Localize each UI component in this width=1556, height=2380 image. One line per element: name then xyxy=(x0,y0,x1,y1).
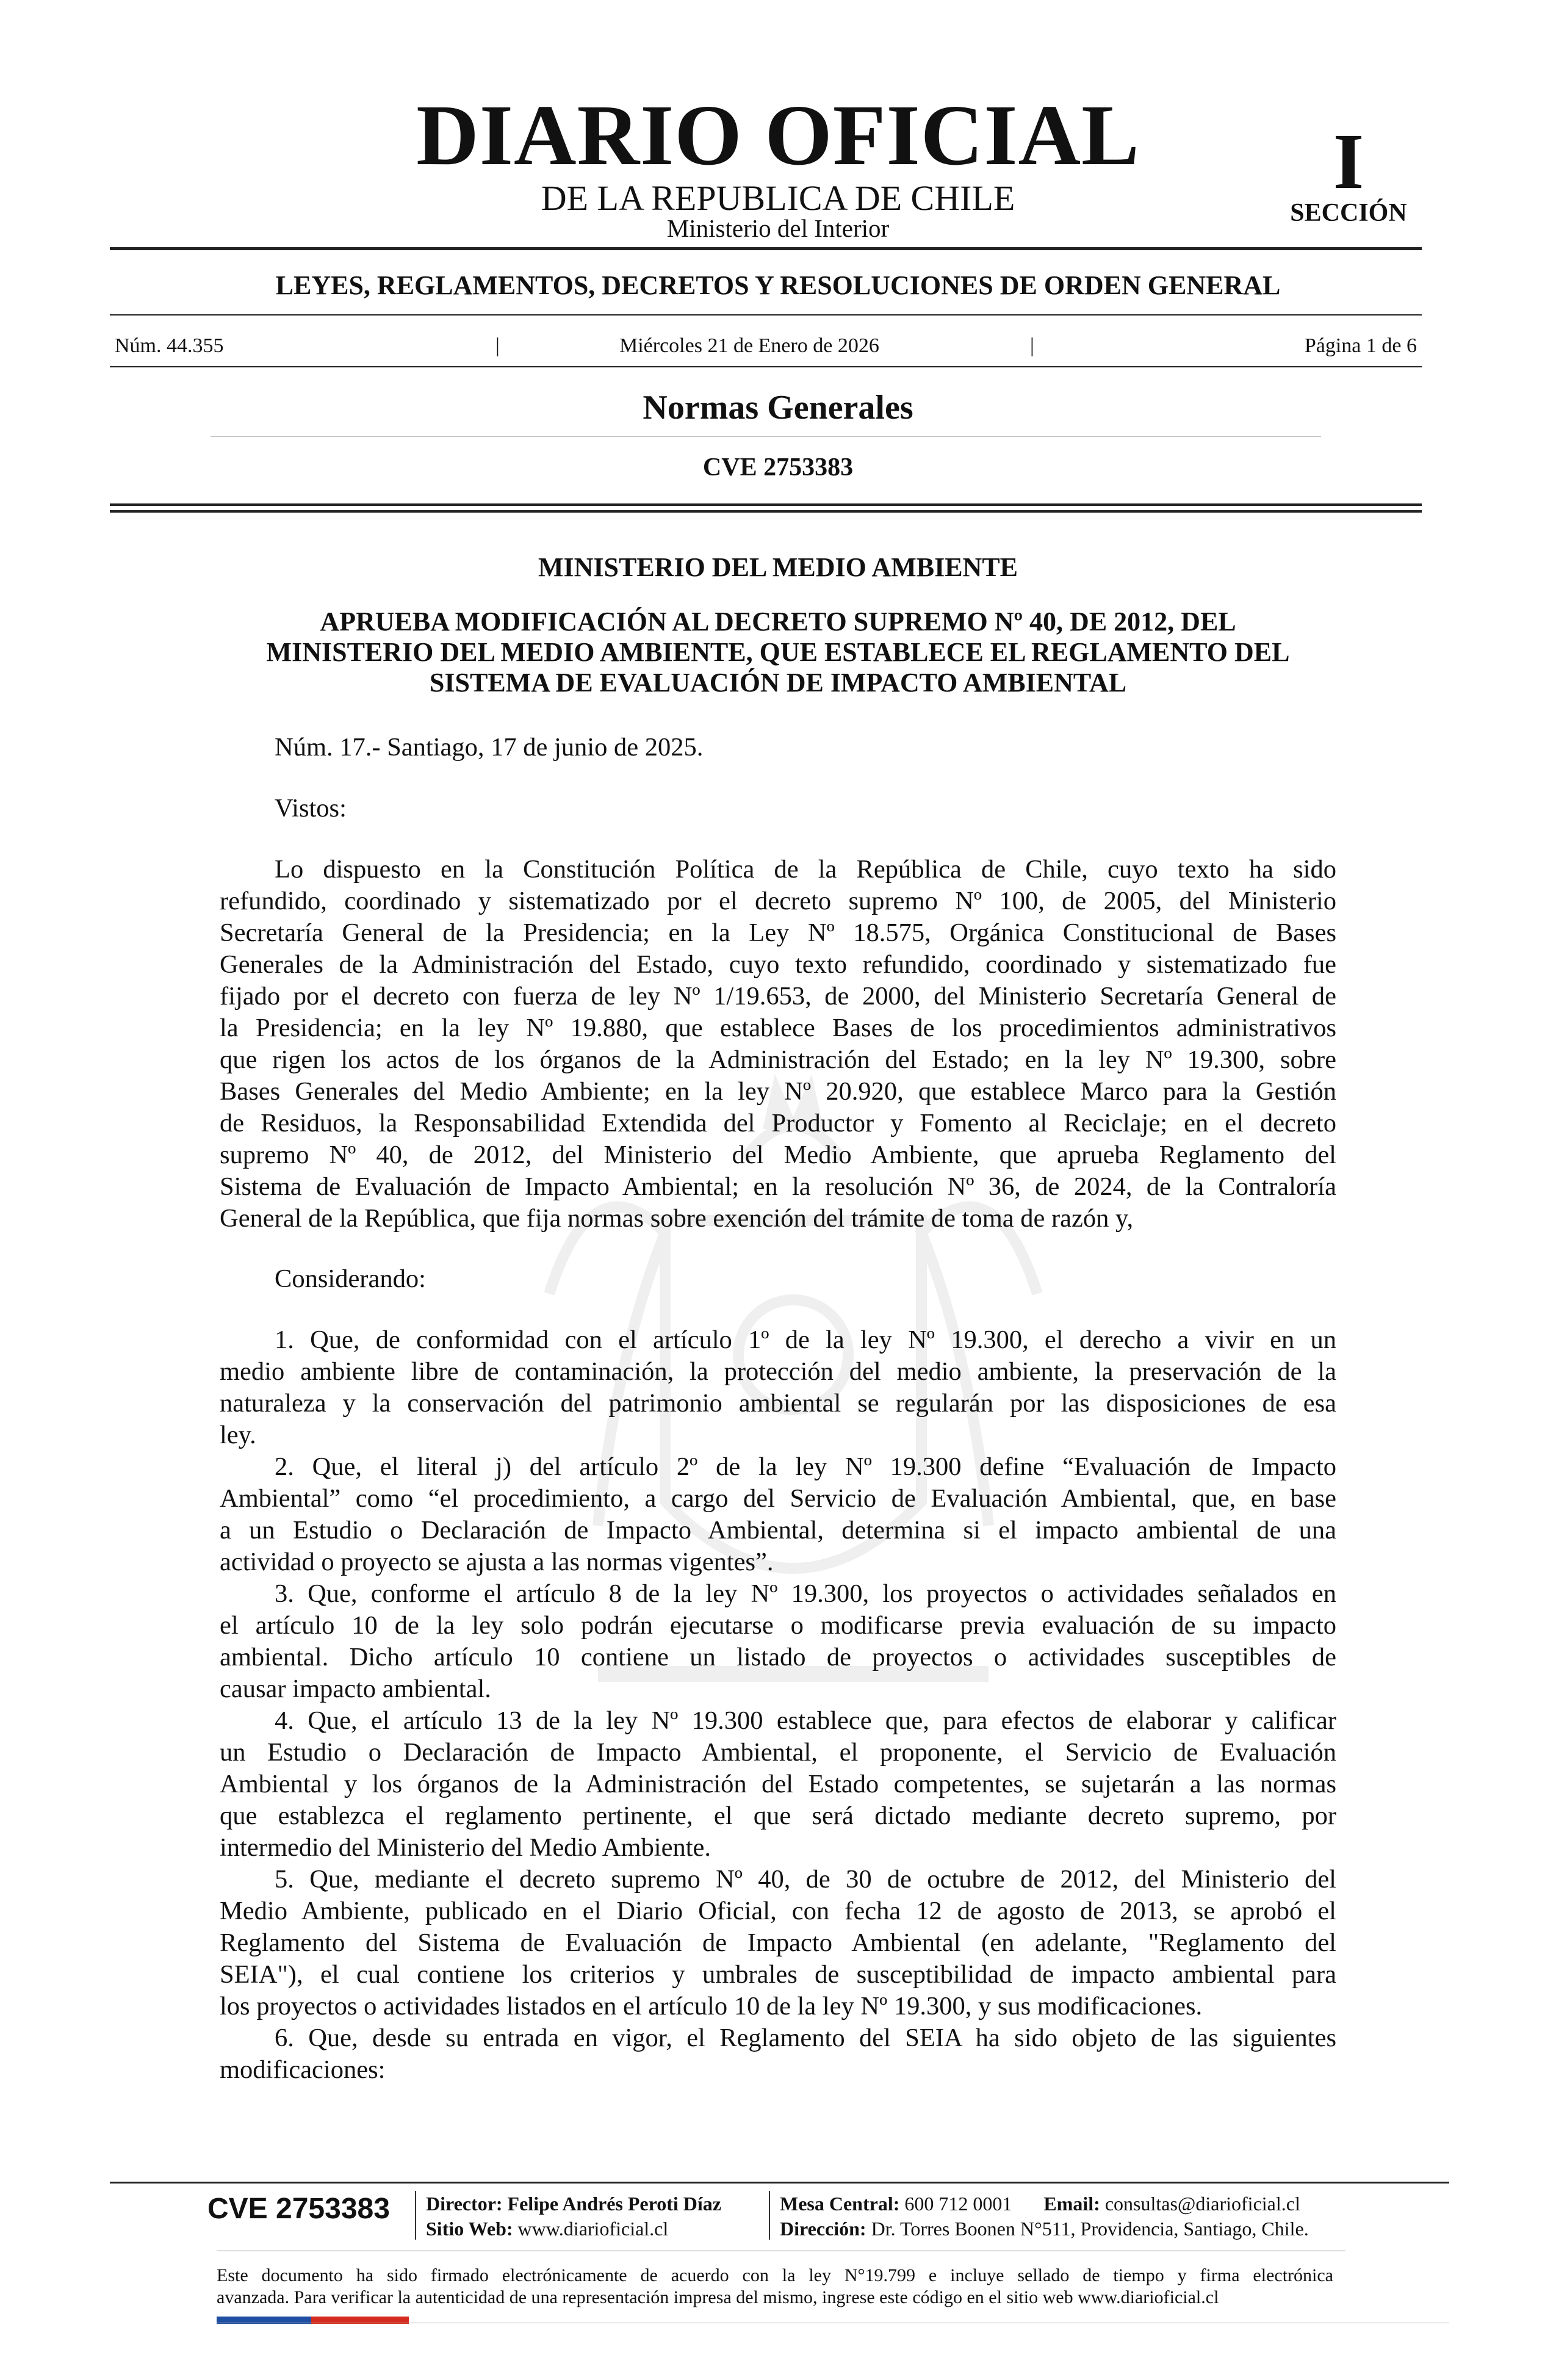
decree-title-line: SISTEMA DE EVALUACIÓN DE IMPACTO AMBIENTAL xyxy=(429,668,1127,698)
considerando-line: los proyectos o actividades listados en el artículo 10 de la ley Nº 19.300, y sus modificaciones. xyxy=(220,1992,1203,2021)
section-title: Normas Generales xyxy=(643,389,913,427)
newspaper-title: DIARIO OFICIAL xyxy=(416,87,1140,183)
vistos-line: Generales de la Administración del Estado, cuyo texto refundido, coordinado y sistematizado fue xyxy=(220,950,1336,979)
footer-director-name: Felipe Andrés Peroti Díaz xyxy=(507,2193,721,2215)
considerando-line: 3. Que, conforme el artículo 8 de la ley Nº 19.300, los proyectos o actividades señalados en xyxy=(275,1579,1336,1608)
vistos-line: Secretaría General de la Presidencia; en la Ley Nº 18.575, Orgánica Constitucional de Bases xyxy=(220,918,1336,947)
vistos-label: Vistos: xyxy=(275,794,347,823)
footer-divider xyxy=(769,2191,770,2240)
footer-address xyxy=(780,2219,1309,2238)
considerando-line: intermedio del Ministerio del Medio Ambiente. xyxy=(220,1833,711,1862)
considerando-line: Ambiental y los órganos de la Administración del Estado competentes, se sujetarán a las normas xyxy=(220,1770,1336,1798)
vistos-line: Bases Generales del Medio Ambiente; en la ley Nº 20.920, que establece Marco para la Gestión xyxy=(220,1077,1336,1106)
considerando-line: Medio Ambiente, publicado en el Diario Oficial, con fecha 12 de agosto de 2013, se aprobó el xyxy=(220,1897,1336,1925)
issue-divider: | xyxy=(495,334,500,357)
considerando-line: 1. Que, de conformidad con el artículo 1º de la ley Nº 19.300, el derecho a vivir en un xyxy=(275,1325,1336,1354)
vistos-line: la Presidencia; en la ley Nº 19.880, que establece Bases de los procedimientos administrativos xyxy=(220,1014,1336,1042)
decree-title-line: MINISTERIO DEL MEDIO AMBIENTE, QUE ESTABLECE EL REGLAMENTO DEL xyxy=(266,637,1290,667)
laws-heading: LEYES, REGLAMENTOS, DECRETOS Y RESOLUCIONES DE ORDEN GENERAL xyxy=(275,270,1281,300)
considerando-line: 4. Que, el artículo 13 de la ley Nº 19.300 establece que, para efectos de elaborar y calificar xyxy=(275,1706,1336,1735)
considerando-label: Considerando: xyxy=(275,1264,426,1293)
vistos-line: Lo dispuesto en la Constitución Política de la República de Chile, cuyo texto ha sido xyxy=(275,855,1336,884)
decree-number: Núm. 17.- Santiago, 17 de junio de 2025. xyxy=(275,733,704,762)
considerando-line: ley. xyxy=(220,1421,256,1449)
section-numeral: I xyxy=(1333,118,1364,206)
footer-cve-code: CVE 2753383 xyxy=(207,2193,390,2225)
footer-address-text: Dr. Torres Boonen N°511, Providencia, Santiago, Chile. xyxy=(871,2218,1309,2240)
vistos-line: Sistema de Evaluación de Impacto Ambiental; en la resolución Nº 36, de 2024, de la Contraloría xyxy=(220,1172,1336,1201)
decree-title-line: APRUEBA MODIFICACIÓN AL DECRETO SUPREMO Nº 40, DE 2012, DEL xyxy=(320,607,1236,636)
vistos-line: refundido, coordinado y sistematizado por el decreto supremo Nº 100, de 2005, del Ministerio xyxy=(220,887,1336,915)
footer-website-link[interactable]: www.diarioficial.cl xyxy=(517,2218,669,2240)
considerando-line: actividad o proyecto se ajusta a las normas vigentes”. xyxy=(220,1548,774,1576)
footer-website-label: Sitio Web: xyxy=(426,2218,513,2240)
considerando-line: SEIA"), el cual contiene los criterios y umbrales de susceptibilidad de impacto ambiental para xyxy=(220,1960,1336,1989)
footer-email-link[interactable]: consultas@diarioficial.cl xyxy=(1104,2193,1300,2215)
considerando-line: ambiental. Dicho artículo 10 contiene un listado de proyectos o actividades susceptibles de xyxy=(220,1643,1336,1671)
considerando-line: que establezca el reglamento pertinente, el que será dictado mediante decreto supremo, por xyxy=(220,1801,1336,1830)
vistos-line: que rigen los actos de los órganos de la Administración del Estado; en la ley Nº 19.300, sobre xyxy=(220,1045,1336,1074)
footer-website xyxy=(426,2219,668,2238)
footer-divider xyxy=(415,2191,416,2240)
issue-divider: | xyxy=(1030,334,1034,357)
footer-mesa-phone: 600 712 0001 xyxy=(904,2193,1012,2215)
footer-rule xyxy=(110,2182,1449,2183)
footer-legal-line: Este documento ha sido firmado electrónicamente de acuerdo con la ley N°19.799 e incluye sellado de tiempo y firma electrónica xyxy=(217,2265,1333,2285)
ministry-heading: MINISTERIO DEL MEDIO AMBIENTE xyxy=(538,552,1018,582)
section-label: SECCIÓN xyxy=(1290,199,1407,227)
newspaper-subtitle: DE LA REPUBLICA DE CHILE xyxy=(541,178,1015,218)
considerando-line: a un Estudio o Declaración de Impacto Ambiental, determina si el impacto ambiental de una xyxy=(220,1516,1336,1545)
considerando-line: un Estudio o Declaración de Impacto Ambiental, el proponente, el Servicio de Evaluación xyxy=(220,1738,1336,1767)
considerando-line: 2. Que, el literal j) del artículo 2º de la ley Nº 19.300 define “Evaluación de Impacto xyxy=(275,1452,1336,1481)
heading-rule xyxy=(110,314,1422,316)
footer-email-label: Email: xyxy=(1043,2193,1100,2215)
info-rule xyxy=(110,366,1422,367)
considerando-line: causar impacto ambiental. xyxy=(220,1675,491,1703)
cve-code: CVE 2753383 xyxy=(702,453,854,481)
double-rule-bottom xyxy=(110,510,1422,513)
double-rule-top xyxy=(110,503,1422,506)
considerando-line: modificaciones: xyxy=(220,2055,386,2084)
newspaper-ministry: Ministerio del Interior xyxy=(666,214,890,242)
footer-director xyxy=(426,2194,721,2213)
considerando-line: el artículo 10 de la ley solo podrán ejecutarse o modificarse previa evaluación de su impacto xyxy=(220,1611,1336,1640)
issue-page: Página 1 de 6 xyxy=(1304,334,1417,357)
considerando-line: 5. Que, mediante el decreto supremo Nº 40, de 30 de octubre de 2012, del Ministerio del xyxy=(275,1865,1336,1894)
vistos-line: fijado por el decreto con fuerza de ley Nº 1/19.653, de 2000, del Ministerio Secretaría General de xyxy=(220,982,1336,1011)
masthead-rule xyxy=(110,247,1422,250)
vistos-line: General de la República, que fija normas sobre exención del trámite de toma de razón y, xyxy=(220,1204,1134,1233)
footer-mesa xyxy=(780,2194,1300,2213)
considerando-line: Ambiental” como “el procedimiento, a cargo del Servicio de Evaluación Ambiental, que, en base xyxy=(220,1484,1336,1513)
footer-mesa-label: Mesa Central: xyxy=(780,2193,900,2215)
footer-address-label: Dirección: xyxy=(780,2218,866,2240)
considerando-line: naturaleza y la conservación del patrimonio ambiental se regularán por las disposiciones de esa xyxy=(220,1389,1336,1418)
issue-number: Núm. 44.355 xyxy=(115,334,224,357)
considerando-line: medio ambiente libre de contaminación, la protección del medio ambiente, la preservación de la xyxy=(220,1357,1336,1386)
issue-date: Miércoles 21 de Enero de 2026 xyxy=(619,334,879,357)
vistos-line: supremo Nº 40, de 2012, del Ministerio del Medio Ambiente, que aprueba Reglamento del xyxy=(220,1141,1336,1169)
considerando-line: 6. Que, desde su entrada en vigor, el Reglamento del SEIA ha sido objeto de las siguientes xyxy=(275,2024,1336,2052)
footer-legal-line: avanzada. Para verificar la autenticidad de una representación impresa del mismo, ingrese este código en el sitio web www.diarioficial.cl xyxy=(217,2287,1219,2307)
considerando-line: Reglamento del Sistema de Evaluación de Impacto Ambiental (en adelante, "Reglamento del xyxy=(220,1928,1336,1957)
footer-director-label: Director: xyxy=(426,2193,503,2215)
section-title-rule xyxy=(211,436,1321,437)
vistos-line: de Residuos, la Responsabilidad Extendida del Productor y Fomento al Reciclaje; en el decreto xyxy=(220,1109,1336,1138)
